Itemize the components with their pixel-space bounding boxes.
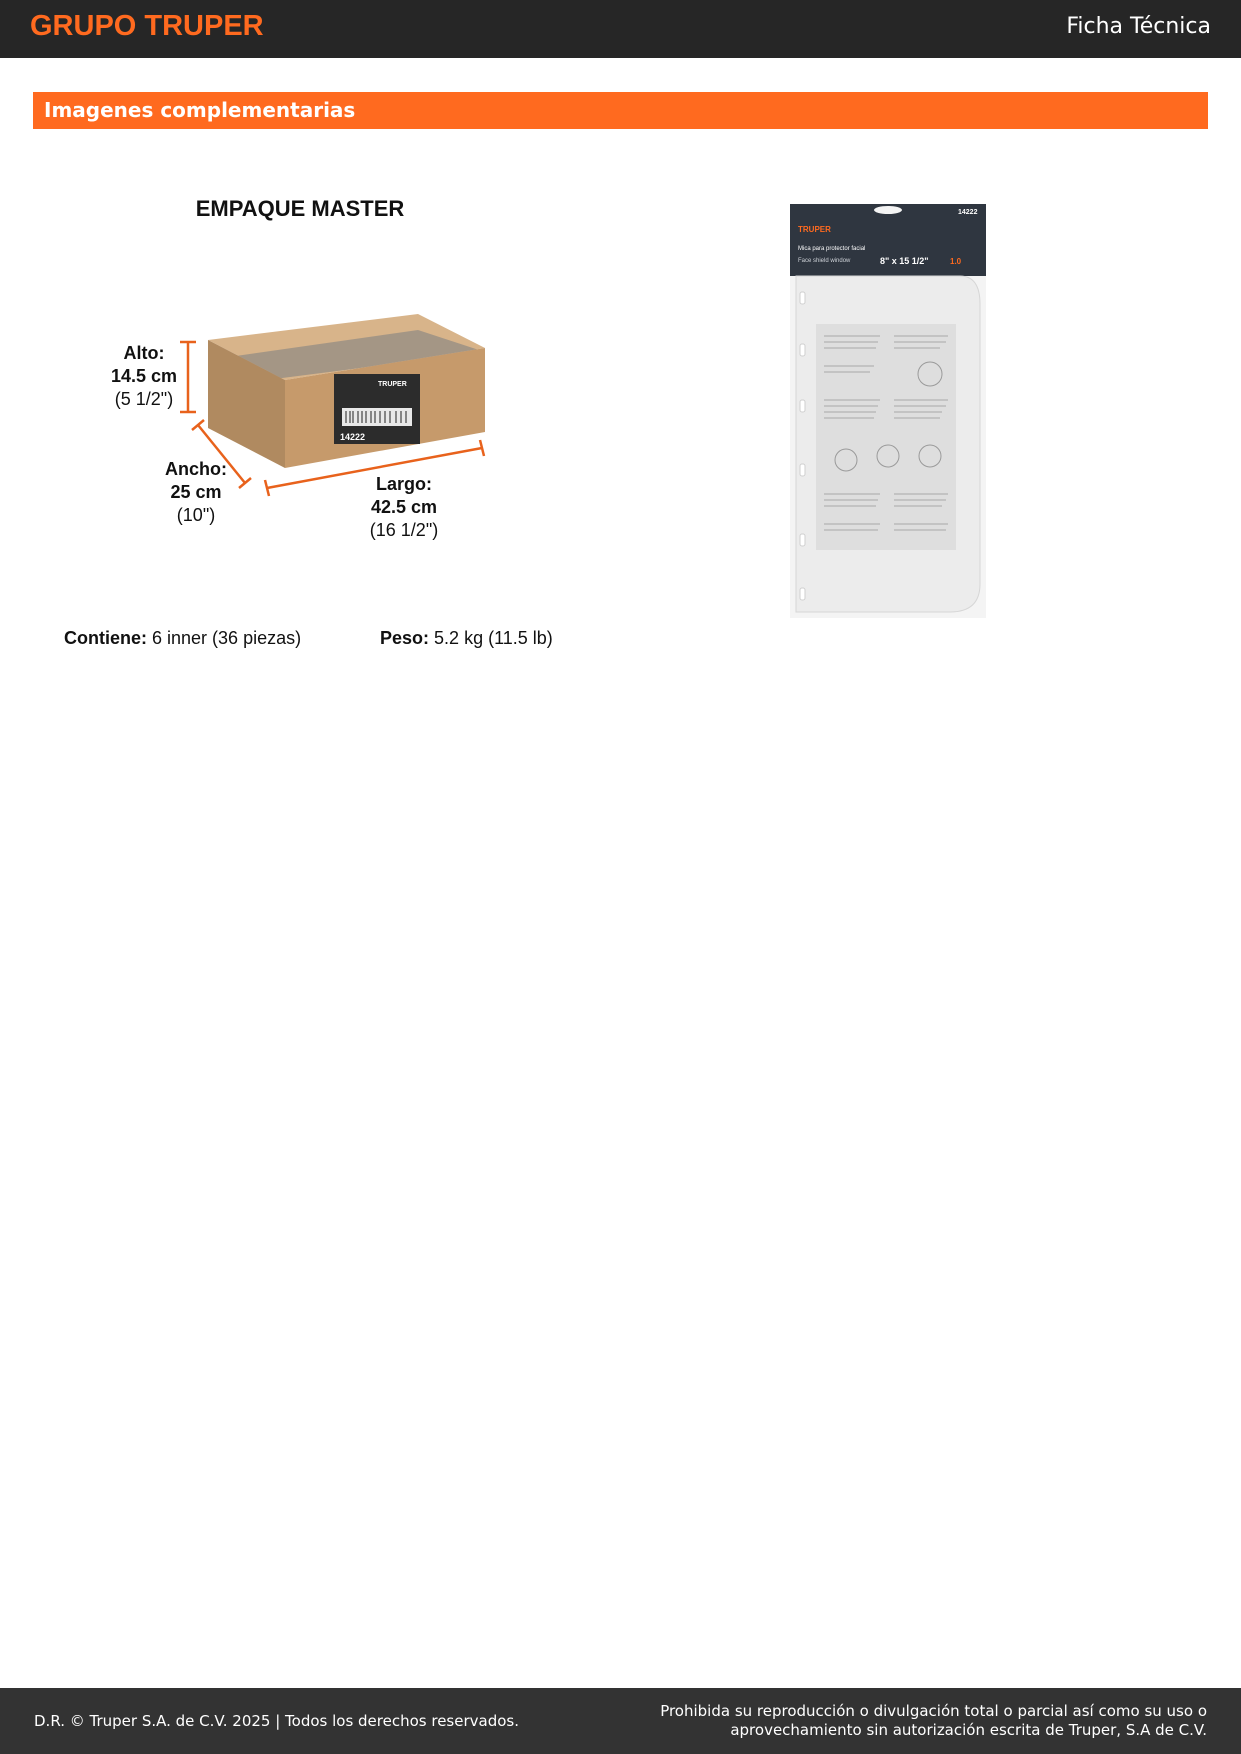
brand-logo: GRUPO TRUPER bbox=[30, 10, 264, 42]
contains-spec bbox=[64, 628, 301, 649]
width-imperial: (10") bbox=[176, 505, 216, 525]
width-metric: 25 cm bbox=[170, 482, 222, 502]
length-label bbox=[358, 473, 450, 542]
instruction-insert bbox=[816, 324, 956, 550]
section-title: Imagenes complementarias bbox=[44, 98, 356, 122]
document-title: Ficha Técnica bbox=[1066, 14, 1211, 39]
weight-spec bbox=[380, 628, 553, 649]
height-label bbox=[104, 342, 184, 411]
contains-value: 6 inner (36 piezas) bbox=[152, 628, 302, 648]
package-name-en: Face shield window bbox=[798, 258, 851, 264]
footer-disclaimer-line1: Prohibida su reproducción o divulgación total o parcial así como su uso o bbox=[660, 1702, 1207, 1720]
length-imperial: (16 1/2") bbox=[369, 520, 439, 540]
box-brand: TRUPER bbox=[378, 381, 407, 388]
box-code: 14222 bbox=[340, 432, 366, 442]
weight-label: Peso: bbox=[380, 628, 430, 648]
height-imperial: (5 1/2") bbox=[114, 389, 174, 409]
package-code: 14222 bbox=[958, 209, 978, 216]
footer-disclaimer-line2: aprovechamiento sin autorización escrita de Truper, S.A de C.V. bbox=[730, 1721, 1207, 1739]
height-title: Alto: bbox=[123, 343, 165, 363]
header-bar bbox=[0, 0, 1241, 58]
weight-value: 5.2 kg (11.5 lb) bbox=[434, 628, 553, 648]
product-image bbox=[790, 204, 986, 618]
width-title: Ancho: bbox=[165, 459, 227, 479]
footer-bar bbox=[0, 1688, 1241, 1754]
package-size: 8" x 15 1/2" bbox=[880, 256, 929, 266]
height-metric: 14.5 cm bbox=[110, 366, 178, 386]
footer-copyright: D.R. © Truper S.A. de C.V. 2025 | Todos los derechos reservados. bbox=[34, 1712, 519, 1730]
master-pack-title: EMPAQUE MASTER bbox=[195, 196, 405, 221]
package-thickness: 1.0 bbox=[950, 257, 962, 266]
length-title: Largo: bbox=[376, 474, 432, 494]
package-brand: TRUPER bbox=[798, 225, 831, 234]
package-name-es: Mica para protector facial bbox=[798, 246, 866, 252]
width-label bbox=[152, 458, 240, 527]
section-header bbox=[33, 92, 1208, 129]
length-metric: 42.5 cm bbox=[370, 497, 438, 517]
hang-hole bbox=[874, 206, 902, 214]
footer-disclaimer bbox=[660, 1702, 1207, 1740]
contains-label: Contiene: bbox=[64, 628, 147, 648]
